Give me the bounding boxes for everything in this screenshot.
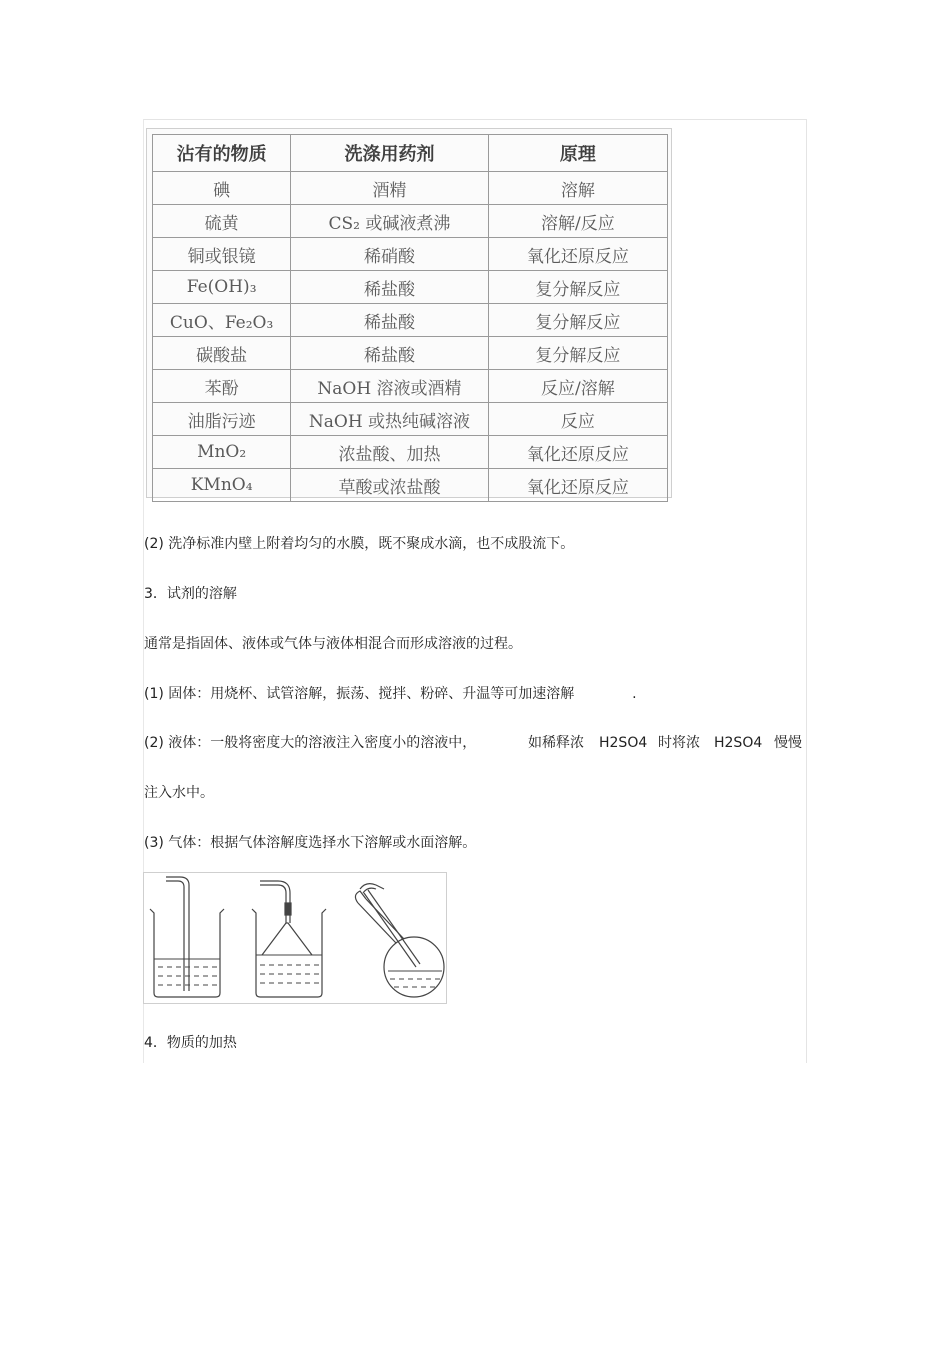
paragraph-dissolution-definition: 通常是指固体、液体或气体与液体相混合而形成溶液的过程。 (144, 636, 522, 652)
cell-reagent: 稀硝酸 (291, 238, 488, 271)
washing-reagents-table (152, 134, 668, 502)
table-row (153, 205, 668, 238)
liquid-text-part: 如稀释浓 (528, 735, 584, 751)
cell-reagent: NaOH 或热纯碱溶液 (291, 403, 488, 436)
cell-reagent: 稀盐酸 (291, 271, 488, 304)
table-row (153, 271, 668, 304)
cell-substance: 油脂污迹 (153, 403, 291, 436)
cell-principle: 反应 (488, 403, 667, 436)
table-row (153, 436, 668, 469)
paragraph-solid-dissolution: (1) 固体：用烧杯、试管溶解，振荡、搅拌、粉碎、升温等可加速溶解 . (144, 686, 637, 702)
paragraph-liquid-continuation: 注入水中。 (144, 785, 214, 801)
washing-reagents-table-image (146, 128, 672, 498)
cell-reagent: NaOH 溶液或酒精 (291, 370, 488, 403)
table-row (153, 403, 668, 436)
paragraph-gas-dissolution: (3) 气体：根据气体溶解度选择水下溶解或水面溶解。 (144, 835, 477, 851)
cell-principle: 溶解 (488, 172, 667, 205)
table-header-row (153, 135, 668, 172)
cell-reagent: 稀盐酸 (291, 304, 488, 337)
cell-reagent: 浓盐酸、加热 (291, 436, 488, 469)
gas-tube-1 (166, 881, 184, 991)
liquid-text-part: H2SO4 (599, 735, 648, 751)
gas-dissolution-apparatus-diagram (143, 872, 447, 1004)
header-principle: 原理 (488, 135, 667, 172)
paragraph-clean-standard: (2) 洗净标准内壁上附着均匀的水膜，既不聚成水滴，也不成股流下。 (144, 536, 575, 552)
cell-reagent: 酒精 (291, 172, 488, 205)
cell-substance: 苯酚 (153, 370, 291, 403)
cell-principle: 复分解反应 (488, 271, 667, 304)
cell-principle: 氧化还原反应 (488, 469, 667, 502)
cell-principle: 溶解/反应 (488, 205, 667, 238)
liquid-text-part: H2SO4 (714, 735, 763, 751)
liquid-text-part: (2) 液体：一般将密度大的溶液注入密度小的溶液中， (144, 735, 477, 751)
liquid-text-part: 慢慢 (774, 735, 802, 751)
cell-principle: 反应/溶解 (488, 370, 667, 403)
section-heading-dissolution: 3．试剂的溶解 (144, 586, 237, 602)
cell-substance: 碘 (153, 172, 291, 205)
cell-principle: 氧化还原反应 (488, 436, 667, 469)
cell-principle: 复分解反应 (488, 304, 667, 337)
cell-substance: 碳酸盐 (153, 337, 291, 370)
table-row (153, 238, 668, 271)
cell-substance: KMnO₄ (153, 469, 291, 502)
cell-substance: CuO、Fe₂O₃ (153, 304, 291, 337)
beaker-1 (150, 909, 224, 997)
funnel (262, 923, 312, 955)
table-row (153, 370, 668, 403)
cell-substance: 铜或银镜 (153, 238, 291, 271)
section-heading-heating: 4．物质的加热 (144, 1035, 237, 1051)
cell-principle: 复分解反应 (488, 337, 667, 370)
cell-reagent: 草酸或浓盐酸 (291, 469, 488, 502)
cell-substance: Fe(OH)₃ (153, 271, 291, 304)
apparatus-illustration (144, 873, 446, 1003)
cell-reagent: 稀盐酸 (291, 337, 488, 370)
header-substance: 沾有的物质 (153, 135, 291, 172)
round-flask (384, 937, 444, 997)
rubber-connector (285, 903, 291, 915)
cell-substance: MnO₂ (153, 436, 291, 469)
table-row (153, 172, 668, 205)
liquid-text-part: 时将浓 (658, 735, 700, 751)
cell-reagent: CS₂ 或碱液煮沸 (291, 205, 488, 238)
header-reagent: 洗涤用药剂 (291, 135, 488, 172)
cell-substance: 硫黄 (153, 205, 291, 238)
table-row (153, 304, 668, 337)
cell-principle: 氧化还原反应 (488, 238, 667, 271)
table-row (153, 469, 668, 502)
gas-tube-3 (364, 893, 416, 967)
table-row (153, 337, 668, 370)
